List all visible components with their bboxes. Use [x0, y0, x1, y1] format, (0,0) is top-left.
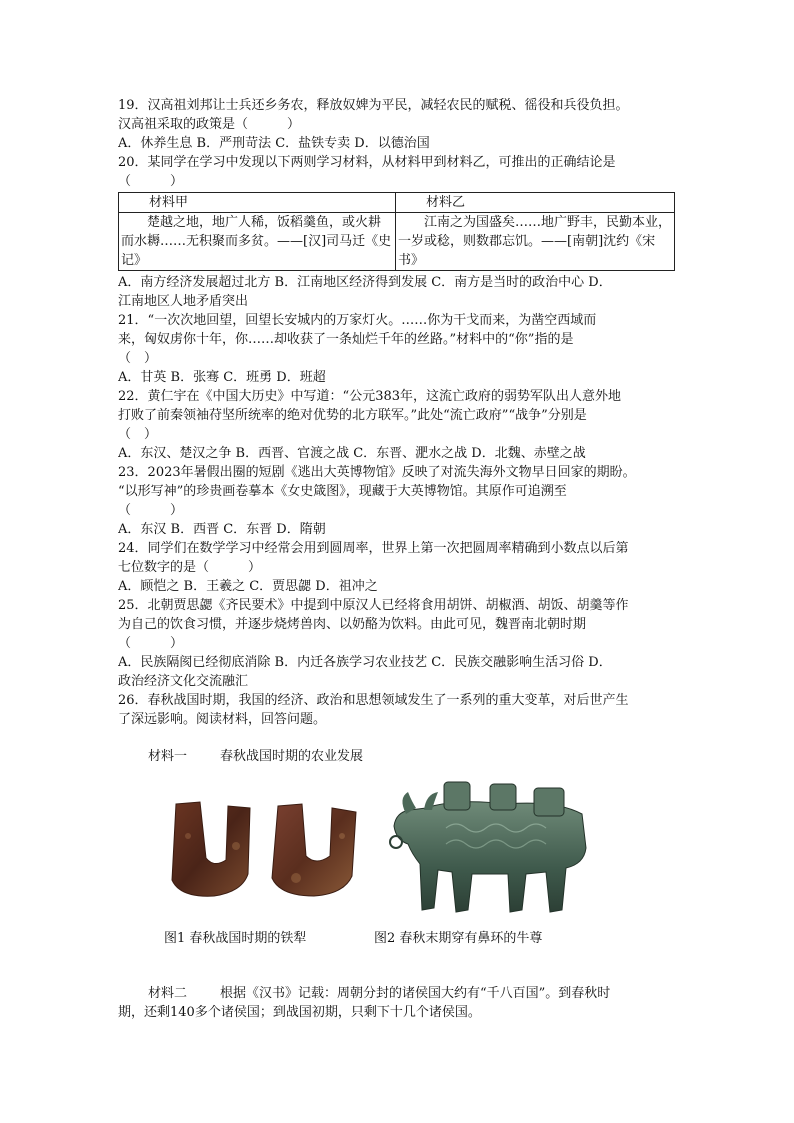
material-2-label: 材料二	[148, 986, 188, 1001]
figure-1-caption: 图1 春秋战国时期的铁犁	[164, 931, 307, 946]
question-23-options: A．东汉 B．西晋 C．东晋 D．隋朝	[118, 522, 326, 537]
question-21-stem-2: 来，匈奴虏你十年，你……却收获了一条灿烂千年的丝路。”材料中的“你”指的是	[118, 332, 574, 347]
question-23-stem-1: 23．2023年暑假出圈的短剧《逃出大英博物馆》反映了对流失海外文物早日回家的期盼。	[118, 465, 636, 480]
question-21	[118, 311, 674, 387]
iron-plough-image	[166, 796, 382, 902]
question-26-stem-2: 了深远影响。阅读材料，回答问题。	[118, 712, 327, 727]
material-1-heading	[118, 747, 674, 766]
material-1-label: 材料一	[148, 749, 188, 764]
question-24-stem-1: 24．同学们在数学学习中经常会用到圆周率，世界上第一次把圆周率精确到小数点以后第	[118, 541, 629, 556]
question-25-stem-1: 25．北朝贾思勰《齐民要术》中提到中原汉人已经将食用胡饼、胡椒酒、胡饭、胡羹等作	[118, 598, 629, 613]
bronze-ox-zun-image	[386, 778, 596, 923]
question-22-stem-3: （ ）	[118, 427, 158, 442]
question-25-stem-3: （ ）	[118, 636, 184, 651]
exam-content	[118, 96, 674, 1022]
material-table-cell-b	[396, 213, 675, 271]
figure-2-caption: 图2 春秋末期穿有鼻环的牛尊	[374, 931, 543, 946]
question-23-stem-3: （ ）	[118, 503, 184, 518]
question-20-stem-2: （ ）	[118, 174, 184, 189]
question-25-options-1: A．民族隔阂已经彻底消除 B．内迁各族学习农业技艺 C．民族交融影响生活习俗 D．	[118, 655, 612, 670]
question-20-options-1: A．南方经济发展超过北方 B．江南地区经济得到发展 C．南方是当时的政治中心 D．	[118, 275, 612, 290]
question-22	[118, 387, 674, 463]
material-2	[118, 984, 674, 1022]
material-2-text-1: 根据《汉书》记载：周朝分封的诸侯国大约有“千八百国”。到春秋时	[220, 986, 611, 1001]
question-25-options-2: 政治经济文化交流融汇	[118, 674, 249, 689]
material-table	[118, 192, 675, 271]
question-22-stem-1: 22．黄仁宇在《中国大历史》中写道：“公元383年，这流亡政府的弱势军队出人意外地	[118, 389, 622, 404]
question-20-stem-1: 20．某同学在学习中发现以下两则学习材料，从材料甲到材料乙，可推出的正确结论是	[118, 155, 616, 170]
question-20-options-2: 江南地区人地矛盾突出	[118, 294, 249, 309]
material-b-text: 江南之为国盛矣……地广野丰，民勤本业，一岁或稔，则数郡忘饥。——[南朝]沈约《宋书》	[398, 215, 672, 268]
material-2-line-2: 期，还剩140多个诸侯国；到战国初期，只剩下十几个诸侯国。	[118, 1005, 481, 1020]
material-1-figures	[118, 778, 674, 968]
question-21-options: A．甘英 B．张骞 C．班勇 D．班超	[118, 370, 326, 385]
question-24-options: A．顾恺之 B．王羲之 C．贾思勰 D．祖冲之	[118, 579, 378, 594]
question-26-stem-1: 26．春秋战国时期，我国的经济、政治和思想领域发生了一系列的重大变革，对后世产生	[118, 693, 629, 708]
question-25	[118, 596, 674, 691]
material-a-text: 楚越之地，地广人稀，饭稻羹鱼，或火耕而水耨……无积聚而多贫。——[汉]司马迁《史记》	[121, 215, 392, 268]
question-21-stem-3: （ ）	[118, 351, 158, 366]
question-23-stem-2: “以形写神”的珍贵画卷摹本《女史箴图》，现藏于大英博物馆。其原作可追溯至	[118, 484, 567, 499]
question-24-stem-2: 七位数字的是（ ）	[118, 560, 262, 575]
material-1-title: 春秋战国时期的农业发展	[220, 749, 364, 764]
question-26	[118, 691, 674, 1022]
question-22-stem-2: 打败了前秦领袖苻坚所统率的绝对优势的北方联军。”此处“流亡政府”“战争”分别是	[118, 408, 587, 423]
question-24	[118, 539, 674, 596]
material-table-header-a: 材料甲	[119, 193, 396, 213]
question-19-stem-2: 汉高祖采取的政策是（ ）	[118, 117, 301, 132]
material-table-cell-a	[119, 213, 396, 271]
question-19	[118, 96, 674, 153]
question-22-options: A．东汉、楚汉之争 B．西晋、官渡之战 C．东晋、淝水之战 D．北魏、赤壁之战	[118, 446, 586, 461]
question-20	[118, 153, 674, 311]
question-23	[118, 463, 674, 539]
question-19-options: A．休养生息 B．严刑苛法 C．盐铁专卖 D．以德治国	[118, 136, 430, 151]
material-2-line-1	[118, 984, 674, 1003]
question-19-stem-1: 19．汉高祖刘邦让士兵还乡务农，释放奴婢为平民，减轻农民的赋税、徭役和兵役负担。	[118, 98, 629, 113]
question-21-stem-1: 21．“一次次地回望，回望长安城内的万家灯火。……你为干戈而来，为凿空西域而	[118, 313, 597, 328]
material-table-header-b: 材料乙	[396, 193, 675, 213]
question-25-stem-2: 为自己的饮食习惯，并逐步烧烤兽肉、以奶酪为饮料。由此可见，魏晋南北朝时期	[118, 617, 587, 632]
